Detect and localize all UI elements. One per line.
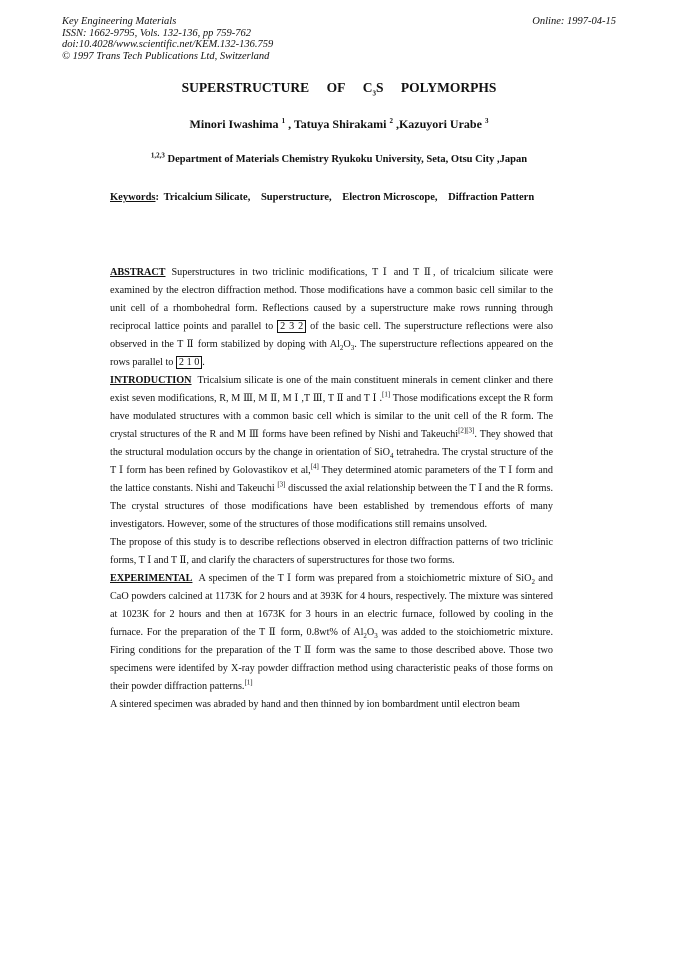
title-word: POLYMORPHS — [400, 80, 497, 95]
introduction-paragraph-2: The propose of this study is to describe reflections observed in electron diffraction patterns of two triclinic forms, T Ⅰ and T Ⅱ, and clarify the characters of superstructures for those two forms. — [110, 537, 553, 566]
experimental-paragraph: EXPERIMENTAL A specimen of the T Ⅰ form was prepared from a stoichiometric mixture of SiO$_2$ and CaO powders calcined at 1173K for 2 hours and at 393K for 4 hours, respectively. The mixture was sintered at 1023K for 2 hours and then at 1673K for 3 hours in an electric furnace, followed by cooling in the furnace. For the preparation of the T Ⅱ form, 0.8wt% of $Al_2O_3$ was added to the stoichiometric mixture. Firing conditions for the preparation of the T Ⅱ form was the same to those described above. Those two specimens were identifed by X-ray powder diffraction method using characteristic peaks of those forms on their powder diffraction patterns.[1] — [110, 573, 553, 692]
affiliation — [0, 151, 678, 165]
author-affil-mark: 1 — [281, 117, 286, 125]
title-word: OF — [326, 80, 346, 95]
citation[interactable]: [4] — [310, 462, 319, 471]
introduction-paragraph: INTRODUCTION Tricalsium silicate is one of the main constituent minerals in cement clinker and there exist seven modifications, R, M Ⅲ, M Ⅱ, M Ⅰ ,T Ⅲ, T Ⅱ and T Ⅰ .[1] Those modifications except the R form have modulated structures with a common basic cell which is similar to the unit cell of the R form. The crystal structures of the R and M Ⅲ forms have been refined by Nishi and Takeuchi[2][3]. They showed that the structural modulation occurs by the change in orientation of SiO$_4$ tetrahedra. The crystal structure of the T Ⅰ form has been refined by Golovastikov et al,[4] They determined atomic parameters of the T Ⅰ form and the lattice constants. Nishi and Takeuchi [3] discussed the axial relationship between the T Ⅰ and the R forms. The crystal structures of those modifications have been established by tremendous efforts of many investigators. However, some of the structures of those modifications still remains unsolved. — [110, 375, 553, 530]
experimental-heading: EXPERIMENTAL — [110, 573, 193, 584]
title-formula: $C_3S$ — [362, 80, 384, 98]
online-date: Online: 1997-04-15 — [532, 16, 616, 27]
introduction-heading: INTRODUCTION — [110, 375, 192, 386]
affiliation-marks: 1,2,3 — [150, 151, 165, 160]
title-word: SUPERSTRUCTURE — [181, 80, 310, 95]
citation[interactable]: [2][3] — [458, 426, 475, 435]
author-list — [0, 117, 678, 132]
issn-line: ISSN: 1662-9795, Vols. 132-136, pp 759-762 — [62, 27, 251, 39]
author-name: Minori Iwashima — [189, 117, 279, 131]
paper-body — [110, 264, 553, 714]
keywords-colon: : — [155, 192, 159, 203]
keywords-line — [110, 192, 534, 203]
citation[interactable]: [1] — [382, 390, 391, 399]
publication-header — [62, 16, 273, 62]
citation[interactable]: [3] — [277, 480, 286, 489]
paper-title — [0, 80, 678, 96]
keyword: Diffraction Pattern — [448, 192, 535, 203]
keywords-label: Keywords — [110, 192, 156, 203]
keyword: Electron Microscope, — [342, 192, 438, 203]
experimental-paragraph-2: A sintered specimen was abraded by hand and then thinned by ion bombardment until electron beam — [110, 699, 520, 710]
keyword: Superstructure, — [260, 192, 332, 203]
doi-line[interactable]: doi:10.4028/www.scientific.net/KEM.132-136.759 — [62, 39, 274, 50]
abstract-paragraph: ABSTRACT Superstructures in two triclinic modifications, T Ⅰ and T Ⅱ, of tricalcium silicate were examined by the electron diffraction method. Those modifications have a common basic cell similar to the unit cell of a rhombohedral form. Reflections caused by a superstructure make rows running through reciprocal lattice points and parallel to 2 3 2 of the basic cell. The superstructure reflections were also observed in the T Ⅱ form stabilized by doping with $Al_2O_3$. The superstructure reflections appeared on the rows parallel to 2 1 0 . — [110, 267, 553, 368]
author-name: ,Kazuyori Urabe — [395, 117, 482, 131]
citation[interactable]: [1] — [244, 678, 253, 687]
direction-index: 2 1 0 — [176, 356, 202, 369]
author-affil-mark: 2 — [389, 117, 393, 125]
journal-name: Key Engineering Materials — [62, 16, 177, 27]
affiliation-text: Department of Materials Chemistry Ryukoku University, Seta, Otsu City ,Japan — [164, 154, 528, 165]
keyword: Tricalcium Silicate, — [163, 192, 251, 203]
copyright-line: © 1997 Trans Tech Publications Ltd, Switzerland — [62, 50, 270, 62]
abstract-heading: ABSTRACT — [110, 267, 166, 278]
direction-index: 2 3 2 — [277, 320, 306, 333]
author-affil-mark: 3 — [484, 117, 489, 125]
author-name: , Tatuya Shirakami — [288, 117, 387, 131]
